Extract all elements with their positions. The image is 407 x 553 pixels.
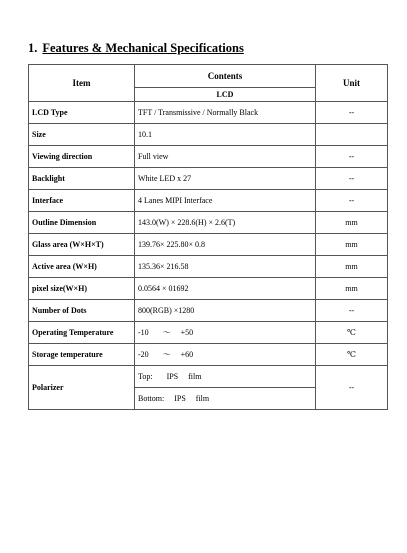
table-row <box>29 256 388 278</box>
temp-min: -20 <box>138 350 149 359</box>
polarizer-bottom <box>135 388 316 410</box>
row-content: 143.0(W) × 228.6(H) × 2.6(T) <box>135 212 316 234</box>
temp-max: +50 <box>180 328 194 337</box>
row-item: Storage temperature <box>29 344 135 366</box>
table-row <box>29 168 388 190</box>
row-item: Number of Dots <box>29 300 135 322</box>
polarizer-bottom-suffix: film <box>195 394 210 403</box>
row-content: 10.1 <box>135 124 316 146</box>
temp-range-sep: ～ <box>162 350 171 359</box>
row-content: TFT / Transmissive / Normally Black <box>135 102 316 124</box>
polarizer-top-value: IPS <box>166 372 179 381</box>
row-unit: -- <box>316 146 388 168</box>
row-unit: ℃ <box>316 322 388 344</box>
temp-max: +60 <box>180 350 194 359</box>
table-row <box>29 146 388 168</box>
table-row <box>29 300 388 322</box>
polarizer-bottom-label: Bottom: <box>138 394 165 403</box>
temp-min: -10 <box>138 328 149 337</box>
row-unit: -- <box>316 366 388 410</box>
row-content: 4 Lanes MIPI Interface <box>135 190 316 212</box>
row-content: 0.0564 × 01692 <box>135 278 316 300</box>
table-row <box>29 190 388 212</box>
header-contents-lcd: LCD <box>135 88 316 102</box>
row-unit: -- <box>316 168 388 190</box>
polarizer-top <box>135 366 316 388</box>
row-unit: -- <box>316 190 388 212</box>
row-item: Glass area (W×H×T) <box>29 234 135 256</box>
row-item: Backlight <box>29 168 135 190</box>
row-content: Full view <box>135 146 316 168</box>
polarizer-top-label: Top: <box>138 372 153 381</box>
row-content <box>135 344 316 366</box>
table-row <box>29 124 388 146</box>
table-header-row <box>29 65 388 88</box>
spec-table <box>28 64 388 410</box>
row-unit <box>316 124 388 146</box>
header-unit: Unit <box>316 65 388 102</box>
row-unit: mm <box>316 212 388 234</box>
row-item: Polarizer <box>29 366 135 410</box>
table-row <box>29 344 388 366</box>
row-item: pixel size(W×H) <box>29 278 135 300</box>
row-item: Size <box>29 124 135 146</box>
polarizer-bottom-value: IPS <box>174 394 186 403</box>
row-item: LCD Type <box>29 102 135 124</box>
table-row <box>29 102 388 124</box>
table-row <box>29 278 388 300</box>
row-content: 800(RGB) ×1280 <box>135 300 316 322</box>
table-row <box>29 212 388 234</box>
row-unit: mm <box>316 278 388 300</box>
row-item: Interface <box>29 190 135 212</box>
row-unit: -- <box>316 102 388 124</box>
section-number: 1. <box>28 41 38 55</box>
row-unit: mm <box>316 234 388 256</box>
row-item: Outline Dimension <box>29 212 135 234</box>
row-content: 139.76× 225.80× 0.8 <box>135 234 316 256</box>
section-title: Features & Mechanical Specifications <box>42 41 244 55</box>
table-row-polarizer <box>29 366 388 388</box>
table-row <box>29 234 388 256</box>
row-item: Operating Temperature <box>29 322 135 344</box>
row-item: Active area (W×H) <box>29 256 135 278</box>
row-content <box>135 322 316 344</box>
row-unit: mm <box>316 256 388 278</box>
table-row <box>29 322 388 344</box>
header-contents: Contents <box>135 65 316 88</box>
header-item: Item <box>29 65 135 102</box>
row-unit: ℃ <box>316 344 388 366</box>
section-heading <box>28 41 244 56</box>
row-content: 135.36× 216.58 <box>135 256 316 278</box>
row-content: White LED x 27 <box>135 168 316 190</box>
row-item: Viewing direction <box>29 146 135 168</box>
polarizer-top-suffix: film <box>188 372 202 381</box>
row-unit: -- <box>316 300 388 322</box>
temp-range-sep: ～ <box>162 328 171 337</box>
